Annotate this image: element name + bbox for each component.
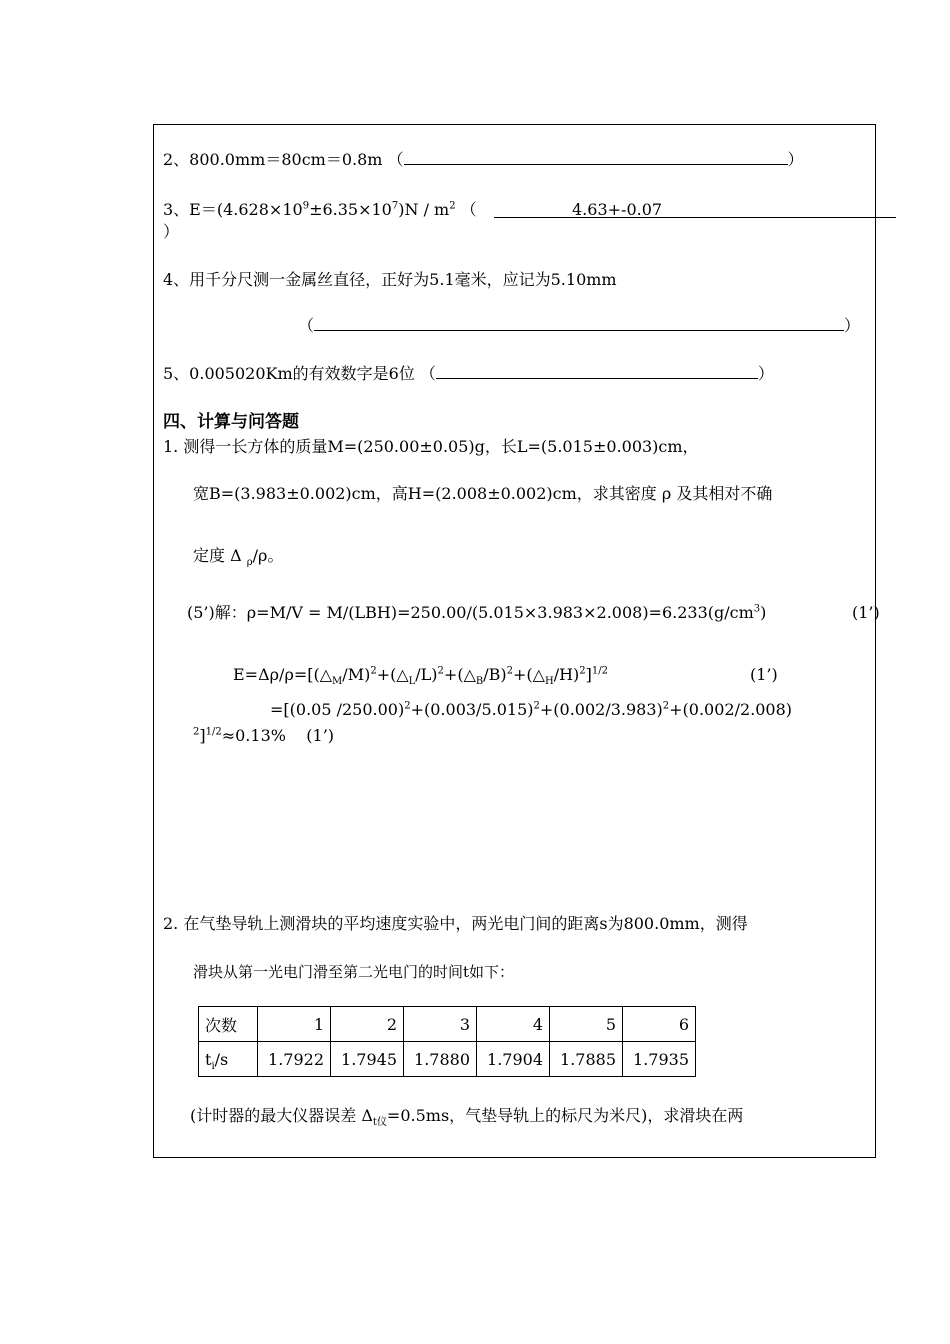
score-2: (1’) (750, 665, 778, 684)
problem-1-line-1: 1. 测得一长方体的质量M=(250.00±0.05)g，长L=(5.015±0.003)cm， (163, 437, 699, 456)
table-header-label: 次数 (199, 1007, 258, 1042)
question-5: 5、0.005020Km的有效数字是6位 （ ） (163, 364, 774, 383)
table-cell: 1.7922 (258, 1042, 331, 1077)
table-cell: 1.7935 (623, 1042, 696, 1077)
score-1: (1’) (852, 603, 880, 622)
table-cell: 4 (477, 1007, 550, 1042)
question-4: 4、用千分尺测一金属丝直径，正好为5.1毫米，应记为5.10mm (163, 270, 617, 289)
question-2: 2、800.0mm＝80cm＝0.8m （ ） (163, 150, 804, 169)
answer-blank-2[interactable] (404, 150, 788, 165)
table-cell: 5 (550, 1007, 623, 1042)
answer-3: 4.63+-0.07 (572, 200, 663, 219)
table-cell: 3 (404, 1007, 477, 1042)
question-4-answer: （ ） (298, 316, 861, 335)
problem-2-line-3: (计时器的最大仪器误差 $\Delta_{t仪}=0.5ms$，气垫导轨上的标尺为米尺)，求滑块在两 (190, 1106, 744, 1129)
table-row (199, 1007, 696, 1042)
table-cell: 2 (331, 1007, 404, 1042)
table-row (199, 1042, 696, 1077)
problem-2-line-2: 滑块从第一光电门滑至第二光电门的时间t如下： (193, 963, 515, 981)
answer-blank-4[interactable] (314, 316, 844, 331)
answer-blank-3[interactable] (494, 217, 896, 218)
section-title: 四、计算与问答题 (163, 412, 299, 432)
answer-blank-5[interactable] (436, 364, 758, 379)
problem-1-line-3: 定度 Δ $_\rho$/ρ。 (193, 546, 284, 569)
problem-2-line-1: 2. 在气垫导轨上测滑块的平均速度实验中，两光电门间的距离s为800.0mm，测得 (163, 914, 748, 933)
problem-1-line-2: 宽B=(3.983±0.002)cm，高H=(2.008±0.002)cm，求其密度 ρ 及其相对不确 (193, 484, 773, 503)
score-3: (1’) (306, 726, 335, 745)
table-cell: 1.7880 (404, 1042, 477, 1077)
solution-line-1: (5’)解：$\rho=M/V = M/(LBH)=250.00/(5.015\times 3.983\times 2.008)=6.233(g/cm^3)$ (187, 603, 767, 622)
table-cell: 1.7945 (331, 1042, 404, 1077)
timing-table (198, 1006, 696, 1077)
solution-line-2: $E=\Delta\rho/\rho=[(\triangle_M/M)^2+(\triangle_L/L)^2+(\triangle_B/B)^2+(\triangle_H/H)^2]^{1/2}$ (233, 665, 608, 688)
question-3-close: ） (163, 222, 180, 241)
question-3: 3、$E=(4.628\times 10^9\pm 6.35\times 10^7)N / m^2$ （ (163, 200, 477, 219)
table-cell: 6 (623, 1007, 696, 1042)
table-cell: 1 (258, 1007, 331, 1042)
table-cell: 1.7885 (550, 1042, 623, 1077)
table-cell: 1.7904 (477, 1042, 550, 1077)
solution-line-4: $^2$]$^{1/2}$≈0.13% (1’) (193, 726, 335, 745)
solution-line-3: =[(0.05 $/250.00)^2+(0.003/5.015)^2+(0.002/3.983)^2+(0.002/2.008)$ (270, 700, 793, 719)
table-row-label: $t_i/s$ (199, 1042, 258, 1077)
